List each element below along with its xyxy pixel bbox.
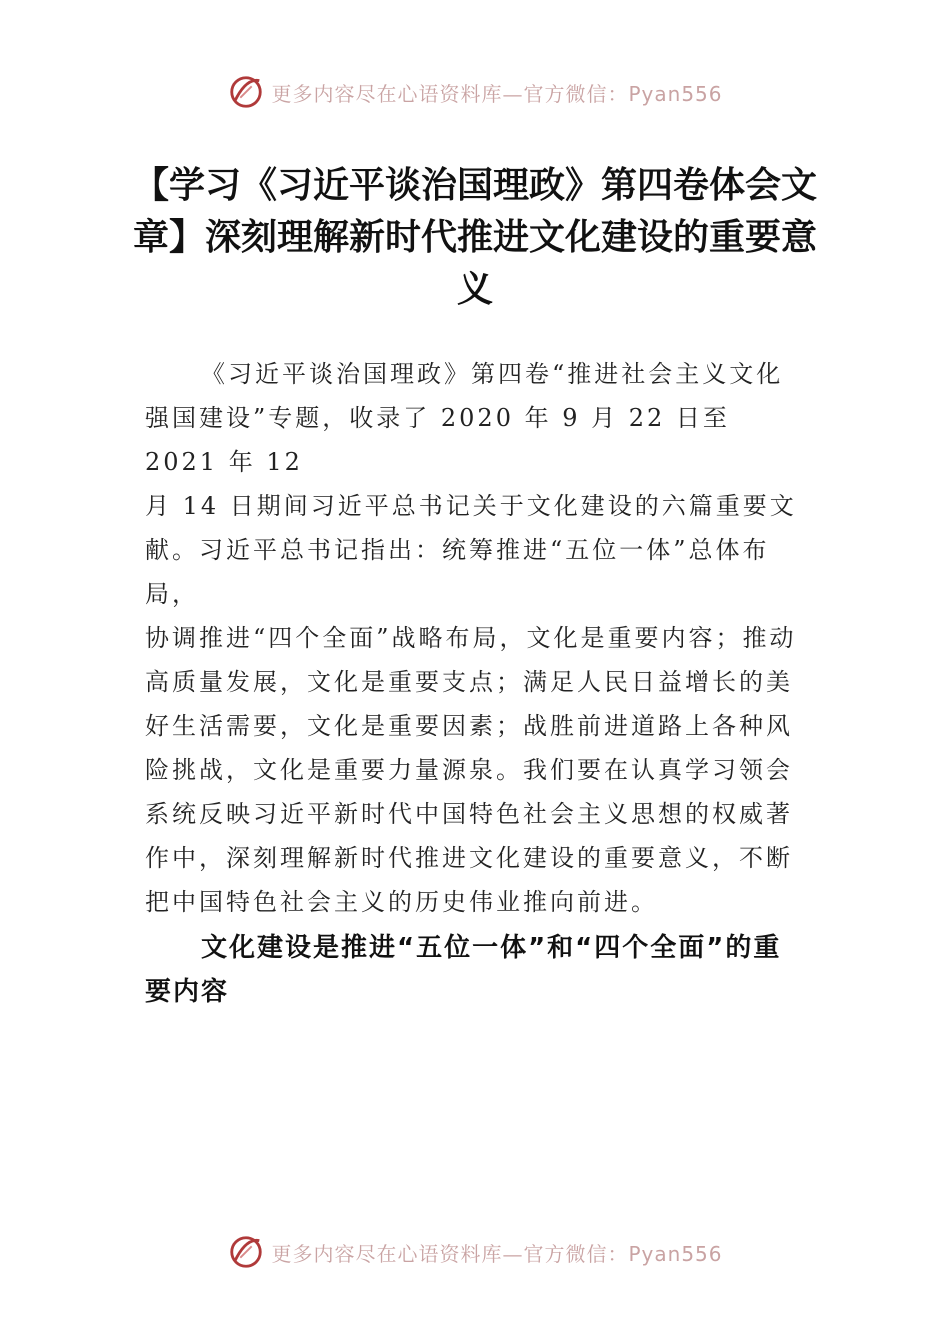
paragraph-line: 协调推进“四个全面”战略布局，文化是重要内容；推动高质量发展，文化是重要支点；满足人民日益增长的美好生活需要，文化是重要因素；战胜前进道路上各种风险挑战，文化是重要力量源泉。我们要在认真学习领会系统反映习近平新时代中国特色社会主义思想的权威著作中，深刻理解新时代推进文化建设的重要意义，不断把中国特色社会主义的历史伟业推向前进。 <box>145 624 797 916</box>
banner-text: 更多内容尽在心语资料库—官方微信：Pyan556 <box>271 81 723 106</box>
header-banner <box>0 70 950 114</box>
logo-icon <box>227 1233 265 1271</box>
paragraph-line: 《习近平谈治国理政》第四卷“推进社会主义文化强国建设”专题，收录了 2020 年 9 月 22 日至 2021 年 12 <box>145 360 784 476</box>
wechat-id: Pyan556 <box>628 1241 723 1266</box>
banner-text: 更多内容尽在心语资料库—官方微信：Pyan556 <box>271 1241 723 1266</box>
section-heading: 文化建设是推进“五位一体”和“四个全面”的重要内容 <box>145 933 782 1007</box>
document-title: 【学习《习近平谈治国理政》第四卷体会文章】深刻理解新时代推进文化建设的重要意义 <box>132 165 817 310</box>
wechat-id: Pyan556 <box>628 81 723 106</box>
logo-icon <box>227 73 265 111</box>
footer-banner <box>0 1230 950 1274</box>
paragraph-line: 月 14 日期间习近平总书记关于文化建设的六篇重要文献。习近平总书记指出：统筹推进“五位一体”总体布局， <box>145 492 797 608</box>
body-paragraph <box>145 352 805 924</box>
